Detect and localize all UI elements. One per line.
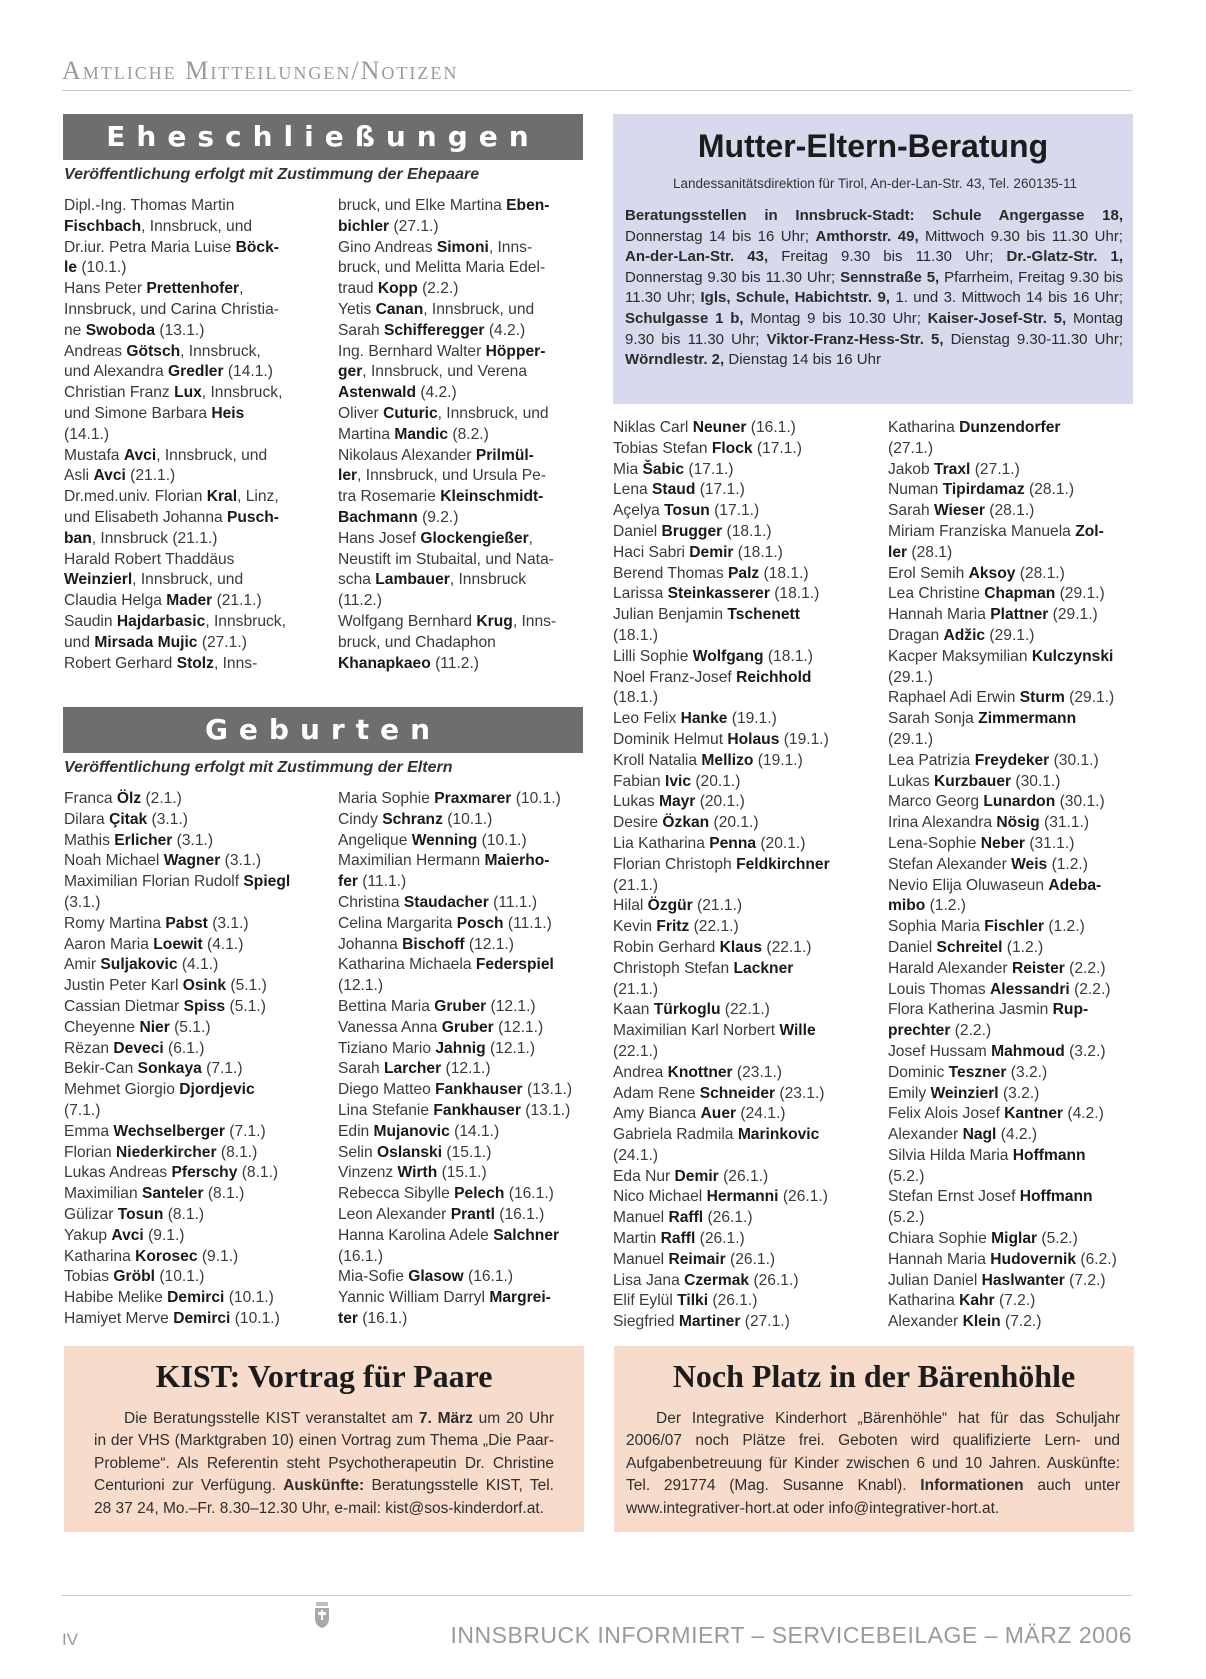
kist-title: KIST: Vortrag für Paare: [155, 1358, 493, 1394]
list-item: Yakup Avci (9.1.): [64, 1226, 185, 1244]
list-item: Mathis Erlicher (3.1.): [64, 831, 214, 849]
list-item: Weinzierl, Innsbruck, und: [64, 571, 244, 589]
mutter-eltern-beratung-box: [613, 114, 1133, 404]
list-item: Cindy Schranz (10.1.): [338, 810, 493, 828]
list-item: Noel Franz-Josef Reichhold: [613, 668, 812, 686]
list-item: Lukas Mayr (20.1.): [613, 793, 745, 811]
geburten-column-4: [888, 418, 1134, 1333]
list-item: Sarah Larcher (12.1.): [338, 1060, 491, 1078]
list-item: Fischbach, Innsbruck, und: [64, 217, 253, 235]
list-item: Vinzenz Wirth (15.1.): [338, 1164, 487, 1182]
mutter-body: Beratungsstellen in Innsbruck-Stadt: Schule Angergasse 18, Donnerstag 14 bis 16 Uhr; Amthorstr. 49, Mittwoch 9.30 bis 11.30 Uhr; An-der-Lan-Str. 43, Freitag 9.30 bis 11.30 Uhr; Dr.-Glatz-Str. 1, Donnerstag 9.30 bis 11.30 Uhr; Sennstraße 5, Pfarrheim, Freitag 9.30 bis 11.30 Uhr; Igls, Schule, Habichtstr. 9, 1. und 3. Mittwoch 14 bis 16 Uhr; Schulgasse 1 b, Montag 9 bis 10.30 Uhr; Kaiser-Josef-Str. 5, Montag 9.30 bis 11.30 Uhr; Viktor-Franz-Hess-Str. 5, Dienstag 9.30-11.30 Uhr; Wörndlestr. 2, Dienstag 14 bis 16 Uhr: [625, 207, 1124, 369]
list-item: Kaan Türkoglu (22.1.): [613, 1001, 770, 1019]
list-item: Astenwald (4.2.): [338, 384, 457, 402]
list-item: Julian Benjamin Tschenett: [613, 606, 800, 624]
list-item: Emma Wechselberger (7.1.): [64, 1122, 266, 1140]
baerenhoehle-title: Noch Platz in der Bärenhöhle: [672, 1358, 1076, 1394]
list-item: Felix Alois Josef Kantner (4.2.): [888, 1105, 1104, 1123]
list-item: (5.2.): [888, 1209, 925, 1227]
list-item: Irina Alexandra Nösig (31.1.): [888, 814, 1090, 832]
list-item: Numan Tipirdamaz (28.1.): [888, 481, 1075, 499]
list-item: scha Lambauer, Innsbruck: [338, 571, 527, 589]
list-item: Hilal Özgür (21.1.): [613, 897, 743, 915]
ehe-subline: Veröffentlichung erfolgt mit Zustimmung der Ehepaare: [64, 166, 480, 183]
list-item: Flora Katherina Jasmin Rup-: [888, 1001, 1089, 1019]
list-item: Romy Martina Pabst (3.1.): [64, 914, 249, 932]
list-item: bruck, und Elke Martina Eben-: [338, 197, 550, 214]
list-item: Manuel Raffl (26.1.): [613, 1209, 753, 1227]
list-item: Haci Sabri Demir (18.1.): [613, 543, 783, 561]
list-item: (27.1.): [888, 439, 934, 457]
list-item: (18.1.): [613, 689, 659, 707]
list-item: Fabian Ivic (20.1.): [613, 772, 741, 790]
list-item: (11.2.): [338, 592, 382, 610]
list-item: Nico Michael Hermanni (26.1.): [613, 1188, 828, 1206]
list-item: Eda Nur Demir (26.1.): [613, 1167, 769, 1185]
list-item: Sarah Wieser (28.1.): [888, 502, 1035, 520]
kist-body: Die Beratungsstelle KIST veranstaltet am 7. März um 20 Uhr in der VHS (Marktgraben 10) einen Vortrag zum Thema „Die Paar-Probleme“. Als Referentin steht Psychotherapeutin Dr. Christine Centurioni zur Verfügung. Auskünfte: Beratungsstelle KIST, Tel. 28 37 24, Mo.–Fr. 8.30–12.30 Uhr, e-mail: kist@sos-kinderdorf.at.: [94, 1410, 554, 1517]
list-item: Alexander Nagl (4.2.): [888, 1126, 1038, 1144]
list-item: Louis Thomas Alessandri (2.2.): [888, 980, 1111, 998]
list-item: Bekir-Can Sonkaya (7.1.): [64, 1060, 243, 1078]
list-item: Wolfgang Bernhard Krug, Inns-: [338, 612, 557, 630]
list-item: Celina Margarita Posch (11.1.): [338, 914, 552, 932]
list-item: Mustafa Avci, Innsbruck, und: [64, 446, 268, 464]
list-item: traud Kopp (2.2.): [338, 280, 459, 298]
list-item: und Simone Barbara Heis: [64, 404, 245, 422]
list-item: Kacper Maksymilian Kulczynski: [888, 647, 1114, 665]
list-item: Angelique Wenning (10.1.): [338, 831, 527, 849]
list-item: Dominic Teszner (3.2.): [888, 1063, 1048, 1081]
list-item: Lia Katharina Penna (20.1.): [613, 834, 806, 852]
geburten-column-3: [613, 418, 859, 1333]
list-item: Leon Alexander Prantl (16.1.): [338, 1205, 545, 1223]
footer-divider: [62, 1595, 1132, 1596]
list-item: Lena Staud (17.1.): [613, 481, 745, 499]
list-item: Christian Franz Lux, Innsbruck,: [64, 384, 283, 402]
list-item: ban, Innsbruck (21.1.): [64, 529, 218, 547]
list-item: Martin Raffl (26.1.): [613, 1230, 745, 1248]
list-item: Manuel Reimair (26.1.): [613, 1250, 776, 1268]
list-item: Dragan Adžic (29.1.): [888, 626, 1035, 644]
list-item: tra Rosemarie Kleinschmidt-: [338, 488, 544, 506]
list-item: Tobias Stefan Flock (17.1.): [613, 439, 802, 457]
list-item: Miriam Franziska Manuela Zol-: [888, 522, 1104, 540]
list-item: und Mirsada Mujic (27.1.): [64, 633, 247, 651]
list-item: Daniel Schreitel (1.2.): [888, 938, 1044, 956]
list-item: Edin Mujanovic (14.1.): [338, 1122, 500, 1140]
baerenhoehle-box: [614, 1346, 1134, 1532]
list-item: Asli Avci (21.1.): [64, 467, 176, 485]
list-item: Oliver Cuturic, Innsbruck, und: [338, 404, 549, 422]
list-item: ler, Innsbruck, und Ursula Pe-: [338, 467, 547, 485]
list-item: ter (16.1.): [338, 1309, 408, 1327]
list-item: Maximilian Florian Rudolf Spiegl: [64, 873, 291, 891]
section-heading-eheschliessungen: Eheschließungen: [63, 114, 583, 160]
list-item: Nevio Elija Oluwaseun Adeba-: [888, 876, 1102, 894]
list-item: Stefan Alexander Weis (1.2.): [888, 855, 1088, 873]
list-item: Dominik Helmut Holaus (19.1.): [613, 730, 829, 748]
list-item: (29.1.): [888, 730, 934, 748]
list-item: Tiziano Mario Jahnig (12.1.): [338, 1039, 536, 1057]
list-item: ger, Innsbruck, und Verena: [338, 363, 527, 381]
list-item: Selin Oslanski (15.1.): [338, 1143, 492, 1161]
list-item: Katharina Kahr (7.2.): [888, 1292, 1036, 1310]
list-item: mibo (1.2.): [888, 897, 966, 915]
list-item: Hannah Maria Hudovernik (6.2.): [888, 1250, 1117, 1268]
list-item: Tobias Gröbl (10.1.): [64, 1268, 205, 1286]
list-item: (14.1.): [64, 425, 110, 443]
list-item: Julian Daniel Haslwanter (7.2.): [888, 1271, 1106, 1289]
list-item: Stefan Ernst Josef Hoffmann: [888, 1188, 1093, 1206]
list-item: (3.1.): [64, 893, 101, 911]
list-item: Yetis Canan, Innsbruck, und: [338, 300, 535, 318]
list-item: Mia-Sofie Glasow (16.1.): [338, 1268, 514, 1286]
geburten-subline: Veröffentlichung erfolgt mit Zustimmung der Eltern: [64, 759, 453, 776]
list-item: Franca Ölz (2.1.): [64, 790, 182, 807]
list-item: Sarah Schifferegger (4.2.): [338, 321, 526, 339]
publication-title: INNSBRUCK INFORMIERT – SERVICEBEILAGE – MÄRZ 2006: [450, 1622, 1132, 1648]
list-item: Dr.med.univ. Florian Kral, Linz,: [64, 488, 279, 506]
list-item: Daniel Brugger (18.1.): [613, 522, 772, 540]
list-item: Hannah Maria Plattner (29.1.): [888, 606, 1098, 624]
list-item: Lena-Sophie Neber (31.1.): [888, 834, 1075, 852]
list-item: Erol Semih Aksoy (28.1.): [888, 564, 1065, 582]
list-item: prechter (2.2.): [888, 1022, 992, 1040]
list-item: Leo Felix Hanke (19.1.): [613, 710, 777, 728]
list-item: Adam Rene Schneider (23.1.): [613, 1084, 825, 1102]
list-item: Ing. Bernhard Walter Höpper-: [338, 342, 546, 360]
list-item: Cassian Dietmar Spiss (5.1.): [64, 997, 266, 1015]
list-item: Maria Sophie Praxmarer (10.1.): [338, 790, 561, 807]
kist-box: [64, 1346, 584, 1532]
list-item: Yannic William Darryl Margrei-: [338, 1289, 551, 1307]
list-item: (29.1.): [888, 668, 934, 686]
list-item: Açelya Tosun (17.1.): [613, 502, 760, 520]
list-item: (24.1.): [613, 1146, 659, 1164]
ehe-column-2: [338, 196, 584, 674]
list-item: Diego Matteo Fankhauser (13.1.): [338, 1081, 573, 1099]
list-item: Katharina Korosec (9.1.): [64, 1247, 239, 1265]
list-item: Hanna Karolina Adele Salchner: [338, 1226, 560, 1244]
list-item: Florian Niederkircher (8.1.): [64, 1143, 258, 1161]
geburten-column-1: [64, 789, 310, 1330]
list-item: Maximilian Karl Norbert Wille: [613, 1022, 816, 1040]
list-item: Hamiyet Merve Demirci (10.1.): [64, 1309, 280, 1327]
list-item: Rëzan Deveci (6.1.): [64, 1039, 205, 1057]
list-item: Berend Thomas Palz (18.1.): [613, 564, 809, 582]
list-item: (18.1.): [613, 626, 659, 644]
list-item: Harald Robert Thaddäus: [64, 550, 235, 568]
list-item: ler (28.1): [888, 543, 953, 561]
list-item: Neustift im Stubaital, und Nata-: [338, 550, 554, 568]
list-item: Kroll Natalia Mellizo (19.1.): [613, 751, 803, 769]
list-item: (22.1.): [613, 1042, 659, 1060]
list-item: Katharina Michaela Federspiel: [338, 956, 554, 974]
list-item: Maximilian Hermann Maierho-: [338, 852, 550, 870]
list-item: Justin Peter Karl Osink (5.1.): [64, 977, 267, 995]
list-item: Johanna Bischoff (12.1.): [338, 935, 514, 953]
list-item: Hans Josef Glockengießer,: [338, 529, 534, 547]
list-item: Amir Suljakovic (4.1.): [64, 956, 219, 974]
list-item: Elif Eylül Tilki (26.1.): [613, 1292, 758, 1310]
mutter-subtitle: Landessanitätsdirektion für Tirol, An-der-Lan-Str. 43, Tel. 260135-11: [673, 176, 1077, 191]
list-item: Noah Michael Wagner (3.1.): [64, 852, 262, 870]
list-item: Rebecca Sibylle Pelech (16.1.): [338, 1185, 554, 1203]
list-item: (16.1.): [338, 1247, 384, 1265]
list-item: Lea Patrizia Freydeker (30.1.): [888, 751, 1099, 769]
list-item: (5.2.): [888, 1167, 925, 1185]
list-item: Gülizar Tosun (8.1.): [64, 1205, 205, 1223]
list-item: Bachmann (9.2.): [338, 508, 459, 526]
list-item: Mia Šabic (17.1.): [613, 460, 734, 478]
header-divider: [62, 90, 1132, 91]
list-item: Dilara Çitak (3.1.): [64, 810, 188, 828]
list-item: (12.1.): [338, 977, 384, 995]
list-item: Sophia Maria Fischler (1.2.): [888, 918, 1085, 936]
list-item: Desire Özkan (20.1.): [613, 814, 759, 832]
list-item: Nikolaus Alexander Prilmül-: [338, 446, 534, 464]
list-item: Kevin Fritz (22.1.): [613, 918, 739, 936]
list-item: Harald Alexander Reister (2.2.): [888, 959, 1106, 977]
list-item: Chiara Sophie Miglar (5.2.): [888, 1230, 1078, 1248]
list-item: Khanapkaeo (11.2.): [338, 654, 479, 672]
list-item: le (10.1.): [64, 259, 127, 277]
page-number: IV: [62, 1630, 79, 1649]
list-item: Aaron Maria Loewit (4.1.): [64, 935, 244, 953]
innsbruck-crest-icon: [314, 1602, 330, 1628]
list-item: Amy Bianca Auer (24.1.): [613, 1105, 786, 1123]
list-item: ne Swoboda (13.1.): [64, 321, 205, 339]
list-item: Silvia Hilda Maria Hoffmann: [888, 1146, 1086, 1164]
list-item: Emily Weinzierl (3.2.): [888, 1084, 1040, 1102]
list-item: Robert Gerhard Stolz, Inns-: [64, 654, 258, 672]
page-title: Amtliche Mitteilungen/Notizen: [62, 56, 459, 85]
list-item: Dr.iur. Petra Maria Luise Böck-: [64, 238, 279, 256]
list-item: bichler (27.1.): [338, 217, 439, 235]
list-item: Sarah Sonja Zimmermann: [888, 710, 1077, 728]
list-item: bruck, und Melitta Maria Edel-: [338, 259, 546, 277]
list-item: bruck, und Chadaphon: [338, 633, 496, 651]
list-item: (21.1.): [613, 876, 659, 894]
list-item: Lukas Andreas Pferschy (8.1.): [64, 1164, 279, 1182]
list-item: Gabriela Radmila Marinkovic: [613, 1126, 820, 1144]
ehe-column-1: [64, 196, 304, 674]
list-item: Florian Christoph Feldkirchner: [613, 855, 830, 873]
section-heading-geburten: Geburten: [63, 707, 583, 753]
list-item: Christoph Stefan Lackner: [613, 959, 794, 977]
list-item: (21.1.): [613, 980, 659, 998]
list-item: Lina Stefanie Fankhauser (13.1.): [338, 1101, 571, 1119]
list-item: Christina Staudacher (11.1.): [338, 893, 538, 911]
list-item: Katharina Dunzendorfer: [888, 419, 1061, 436]
list-item: Mehmet Giorgio Djordjevic: [64, 1081, 255, 1099]
list-item: (7.1.): [64, 1101, 101, 1119]
list-item: Andrea Knottner (23.1.): [613, 1063, 782, 1081]
list-item: Jakob Traxl (27.1.): [888, 460, 1020, 478]
mutter-title: Mutter-Eltern-Beratung: [697, 128, 1049, 164]
list-item: Saudin Hajdarbasic, Innsbruck,: [64, 612, 286, 630]
list-item: Larissa Steinkasserer (18.1.): [613, 585, 820, 603]
list-item: Robin Gerhard Klaus (22.1.): [613, 938, 812, 956]
list-item: Gino Andreas Simoni, Inns-: [338, 238, 533, 256]
list-item: Niklas Carl Neuner (16.1.): [613, 419, 796, 436]
list-item: Cheyenne Nier (5.1.): [64, 1018, 211, 1036]
list-item: Bettina Maria Gruber (12.1.): [338, 997, 536, 1015]
list-item: und Alexandra Gredler (14.1.): [64, 363, 273, 381]
list-item: fer (11.1.): [338, 873, 407, 891]
list-item: Martina Mandic (8.2.): [338, 425, 489, 443]
baerenhoehle-body: Der Integrative Kinderhort „Bärenhöhle“ hat für das Schuljahr 2006/07 noch Plätze frei. Geboten wird qualifizierte Lern- und Aufgabenbetreuung für Kinder zwischen 6 und 10 Jahren. Auskünfte: Tel. 291774 (Mag. Susanne Knabl). Informationen auch unter www.integrativer-hort.at oder info@integrativer-hort.at.: [626, 1410, 1120, 1517]
list-item: Raphael Adi Erwin Sturm (29.1.): [888, 689, 1115, 707]
list-item: und Elisabeth Johanna Pusch-: [64, 508, 279, 526]
list-item: Lilli Sophie Wolfgang (18.1.): [613, 647, 813, 665]
list-item: Lisa Jana Czermak (26.1.): [613, 1271, 799, 1289]
list-item: Lukas Kurzbauer (30.1.): [888, 772, 1061, 790]
list-item: Habibe Melike Demirci (10.1.): [64, 1289, 274, 1307]
list-item: Claudia Helga Mader (21.1.): [64, 592, 262, 610]
list-item: Lea Christine Chapman (29.1.): [888, 585, 1105, 603]
list-item: Dipl.-Ing. Thomas Martin: [64, 197, 235, 214]
list-item: Andreas Götsch, Innsbruck,: [64, 342, 261, 360]
list-item: Alexander Klein (7.2.): [888, 1313, 1042, 1331]
list-item: Siegfried Martiner (27.1.): [613, 1313, 790, 1331]
list-item: Innsbruck, und Carina Christia-: [64, 300, 279, 318]
list-item: Vanessa Anna Gruber (12.1.): [338, 1018, 544, 1036]
list-item: Hans Peter Prettenhofer,: [64, 280, 244, 298]
geburten-column-2: [338, 789, 584, 1330]
list-item: Maximilian Santeler (8.1.): [64, 1185, 245, 1203]
list-item: Marco Georg Lunardon (30.1.): [888, 793, 1105, 811]
list-item: Josef Hussam Mahmoud (3.2.): [888, 1042, 1106, 1060]
